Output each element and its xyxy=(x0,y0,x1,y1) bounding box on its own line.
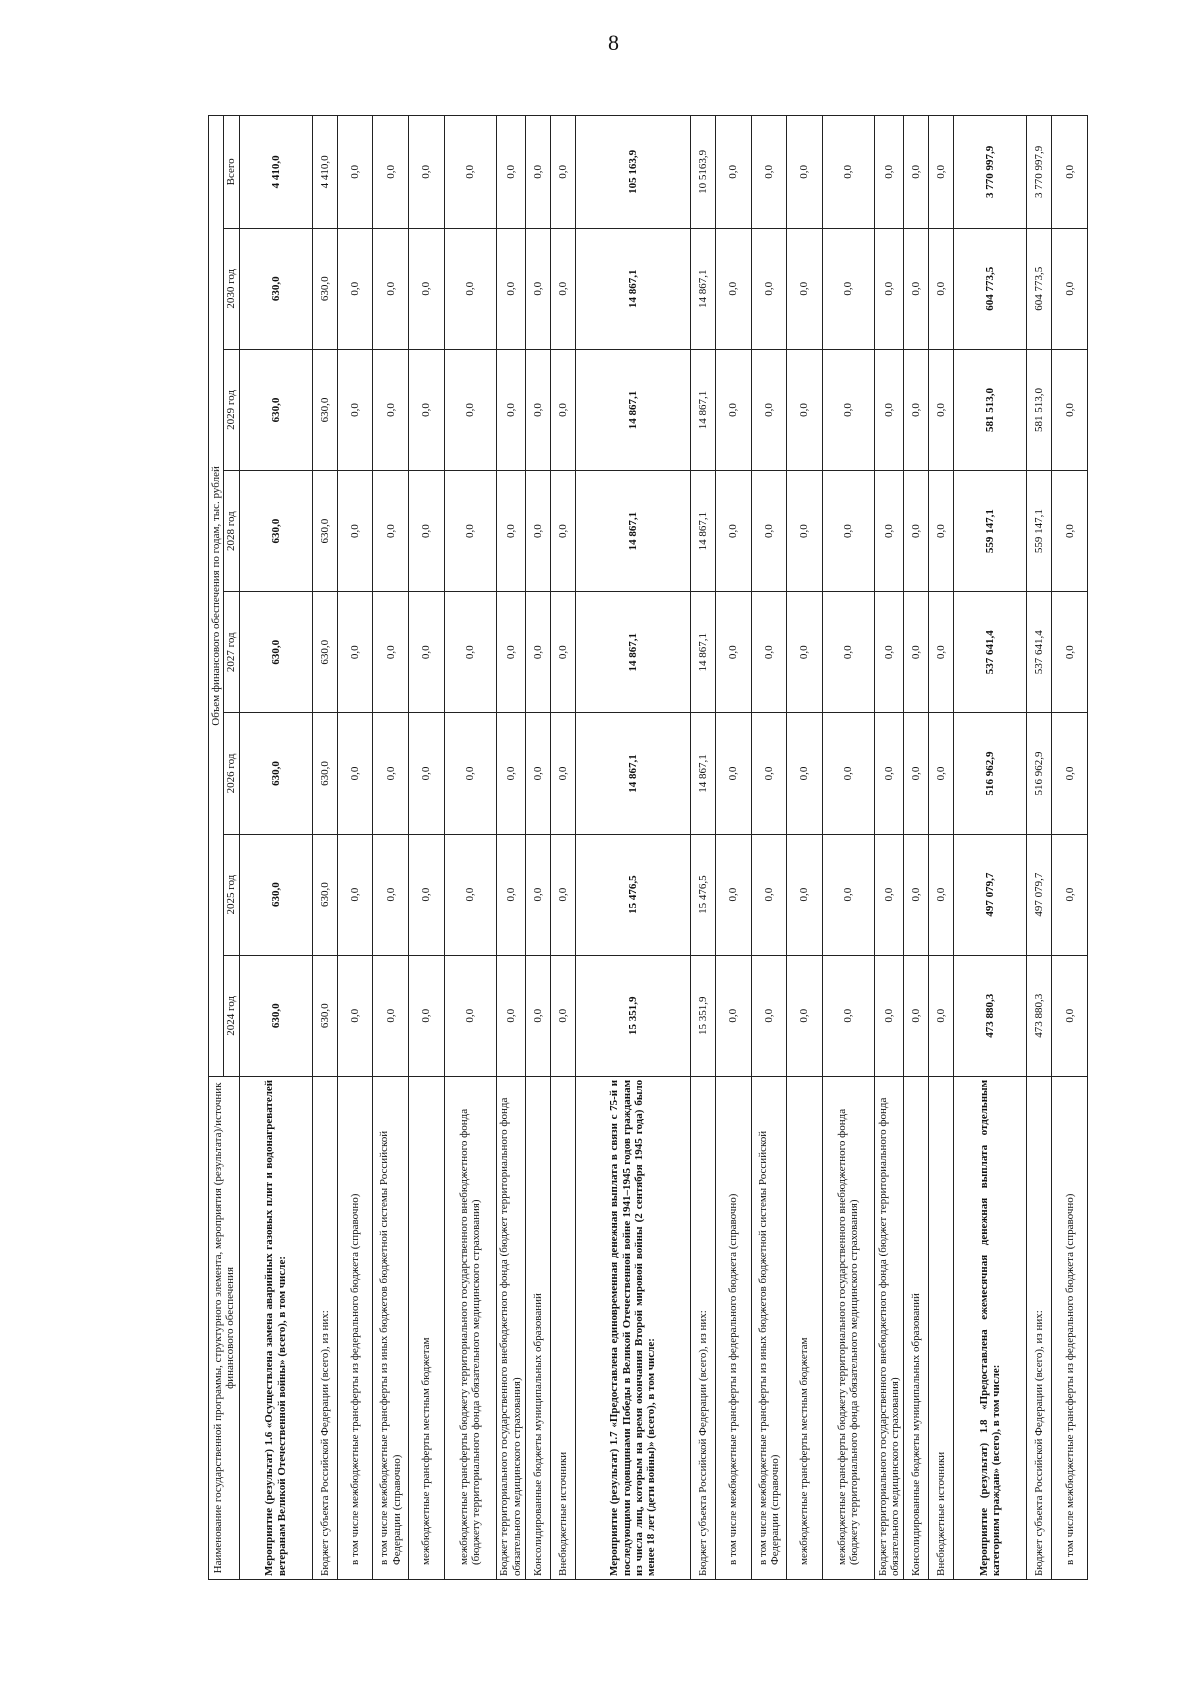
row-value: 0,0 xyxy=(751,955,787,1076)
row-value: 0,0 xyxy=(373,228,409,349)
row-value: 0,0 xyxy=(928,592,953,713)
table-row xyxy=(337,116,373,1580)
row-value: 0,0 xyxy=(903,228,928,349)
row-value: 0,0 xyxy=(903,592,928,713)
row-value: 0,0 xyxy=(337,592,373,713)
row-value: 604 773,5 xyxy=(954,228,1027,349)
row-value: 3 770 997,9 xyxy=(954,116,1027,229)
table-row xyxy=(409,116,445,1580)
row-value: 14 867,1 xyxy=(575,471,690,592)
row-value: 0,0 xyxy=(716,592,752,713)
row-value: 0,0 xyxy=(1052,955,1088,1076)
row-value: 0,0 xyxy=(550,713,575,834)
row-value: 0,0 xyxy=(716,471,752,592)
row-value: 14 867,1 xyxy=(690,592,715,713)
row-label: в том числе межбюджетные трансферты из федерального бюджета (справочно) xyxy=(716,1076,752,1579)
row-value: 0,0 xyxy=(525,349,550,470)
header-name-column: Наименование государственной программы, структурного элемента, мероприятия (результата)/источник финансового обеспечения xyxy=(209,1076,240,1579)
row-value: 0,0 xyxy=(1052,592,1088,713)
row-value: 0,0 xyxy=(550,116,575,229)
row-value: 473 880,3 xyxy=(954,955,1027,1076)
row-value: 630,0 xyxy=(312,955,337,1076)
row-value: 630,0 xyxy=(312,349,337,470)
row-value: 0,0 xyxy=(409,592,445,713)
row-value: 0,0 xyxy=(373,713,409,834)
activity-row xyxy=(575,116,690,1580)
table-row xyxy=(1052,116,1088,1580)
row-value: 537 641,4 xyxy=(1027,592,1052,713)
row-value: 0,0 xyxy=(822,116,874,229)
activity-row xyxy=(239,116,312,1580)
row-value: 0,0 xyxy=(337,713,373,834)
row-value: 0,0 xyxy=(1052,471,1088,592)
row-value: 14 867,1 xyxy=(575,592,690,713)
row-label: Бюджет территориального государственного внебюджетного фонда (бюджет территориального фонда обязательного медицинского страхования) xyxy=(874,1076,903,1579)
row-value: 0,0 xyxy=(1052,834,1088,955)
row-value: 0,0 xyxy=(822,471,874,592)
row-value: 0,0 xyxy=(903,834,928,955)
row-value: 14 867,1 xyxy=(690,349,715,470)
row-value: 0,0 xyxy=(373,116,409,229)
row-value: 0,0 xyxy=(444,834,496,955)
row-value: 0,0 xyxy=(822,955,874,1076)
row-label: Бюджет субъекта Российской Федерации (всего), из них: xyxy=(312,1076,337,1579)
row-value: 0,0 xyxy=(409,834,445,955)
row-value: 630,0 xyxy=(312,592,337,713)
row-value: 0,0 xyxy=(716,713,752,834)
row-value: 0,0 xyxy=(716,228,752,349)
row-value: 0,0 xyxy=(496,471,525,592)
row-value: 0,0 xyxy=(787,116,823,229)
row-label: Консолидированные бюджеты муниципальных образований xyxy=(903,1076,928,1579)
row-value: 630,0 xyxy=(239,471,312,592)
table-row xyxy=(874,116,903,1580)
table-row xyxy=(525,116,550,1580)
row-value: 0,0 xyxy=(550,228,575,349)
row-value: 0,0 xyxy=(409,116,445,229)
row-value: 0,0 xyxy=(928,228,953,349)
row-label: межбюджетные трансферты бюджету территориального государственного внебюджетного фонда (бюджету территориального фонда обязательного медицинского страхования) xyxy=(444,1076,496,1579)
row-value: 15 476,5 xyxy=(690,834,715,955)
row-value: 3 770 997,9 xyxy=(1027,116,1052,229)
row-value: 0,0 xyxy=(337,228,373,349)
table-row xyxy=(690,116,715,1580)
row-value: 0,0 xyxy=(496,834,525,955)
row-label: в том числе межбюджетные трансферты из иных бюджетов бюджетной системы Российской Федерации (справочно) xyxy=(373,1076,409,1579)
row-value: 0,0 xyxy=(373,592,409,713)
row-value: 0,0 xyxy=(337,834,373,955)
row-value: 0,0 xyxy=(373,349,409,470)
table-row xyxy=(928,116,953,1580)
row-value: 0,0 xyxy=(928,116,953,229)
row-value: 516 962,9 xyxy=(954,713,1027,834)
header-year: 2026 год xyxy=(224,713,239,834)
row-value: 0,0 xyxy=(525,955,550,1076)
row-label: Внебюджетные источники xyxy=(550,1076,575,1579)
row-label: Бюджет субъекта Российской Федерации (всего), из них: xyxy=(1027,1076,1052,1579)
row-value: 0,0 xyxy=(751,834,787,955)
row-value: 0,0 xyxy=(928,834,953,955)
row-value: 0,0 xyxy=(928,349,953,470)
row-value: 0,0 xyxy=(444,713,496,834)
row-label: Бюджет субъекта Российской Федерации (всего), из них: xyxy=(690,1076,715,1579)
row-value: 0,0 xyxy=(787,955,823,1076)
row-value: 0,0 xyxy=(822,834,874,955)
row-value: 0,0 xyxy=(751,713,787,834)
row-value: 0,0 xyxy=(903,955,928,1076)
row-value: 0,0 xyxy=(550,471,575,592)
row-value: 0,0 xyxy=(337,349,373,470)
row-value: 0,0 xyxy=(550,349,575,470)
row-label: Бюджет территориального государственного внебюджетного фонда (бюджет территориального фонда обязательного медицинского страхования) xyxy=(496,1076,525,1579)
row-value: 0,0 xyxy=(822,228,874,349)
row-value: 0,0 xyxy=(496,955,525,1076)
header-year: 2030 год xyxy=(224,228,239,349)
header-year: 2028 год xyxy=(224,471,239,592)
row-value: 537 641,4 xyxy=(954,592,1027,713)
row-value: 15 476,5 xyxy=(575,834,690,955)
row-value: 10 5163,9 xyxy=(690,116,715,229)
row-value: 0,0 xyxy=(444,592,496,713)
row-value: 0,0 xyxy=(751,116,787,229)
table-row xyxy=(822,116,874,1580)
row-value: 516 962,9 xyxy=(1027,713,1052,834)
row-value: 0,0 xyxy=(373,955,409,1076)
row-label: в том числе межбюджетные трансферты из иных бюджетов бюджетной системы Российской Федерации (справочно) xyxy=(751,1076,787,1579)
row-value: 473 880,3 xyxy=(1027,955,1052,1076)
row-value: 0,0 xyxy=(373,471,409,592)
row-value: 0,0 xyxy=(903,471,928,592)
row-value: 0,0 xyxy=(874,349,903,470)
row-value: 559 147,1 xyxy=(954,471,1027,592)
row-value: 630,0 xyxy=(239,713,312,834)
row-value: 0,0 xyxy=(716,834,752,955)
row-value: 0,0 xyxy=(444,349,496,470)
row-value: 0,0 xyxy=(496,228,525,349)
row-value: 0,0 xyxy=(525,471,550,592)
row-value: 0,0 xyxy=(787,592,823,713)
row-value: 604 773,5 xyxy=(1027,228,1052,349)
row-value: 0,0 xyxy=(751,471,787,592)
row-value: 0,0 xyxy=(874,713,903,834)
row-value: 630,0 xyxy=(312,471,337,592)
row-value: 0,0 xyxy=(444,228,496,349)
row-value: 14 867,1 xyxy=(575,713,690,834)
row-value: 497 079,7 xyxy=(954,834,1027,955)
row-value: 15 351,9 xyxy=(690,955,715,1076)
row-label: межбюджетные трансферты местным бюджетам xyxy=(787,1076,823,1579)
row-value: 630,0 xyxy=(239,349,312,470)
row-value: 0,0 xyxy=(1052,349,1088,470)
table-header xyxy=(209,116,240,1580)
row-value: 0,0 xyxy=(903,349,928,470)
row-value: 497 079,7 xyxy=(1027,834,1052,955)
row-value: 0,0 xyxy=(525,228,550,349)
row-value: 630,0 xyxy=(239,228,312,349)
row-value: 0,0 xyxy=(409,228,445,349)
rotated-table-container xyxy=(208,115,1088,1580)
row-value: 0,0 xyxy=(1052,116,1088,229)
row-value: 0,0 xyxy=(337,471,373,592)
row-value: 0,0 xyxy=(928,713,953,834)
table-row xyxy=(903,116,928,1580)
row-value: 630,0 xyxy=(312,713,337,834)
row-value: 630,0 xyxy=(239,834,312,955)
row-value: 0,0 xyxy=(525,116,550,229)
table-row xyxy=(444,116,496,1580)
row-value: 0,0 xyxy=(787,228,823,349)
row-value: 0,0 xyxy=(874,471,903,592)
row-label: межбюджетные трансферты местным бюджетам xyxy=(409,1076,445,1579)
row-value: 0,0 xyxy=(787,349,823,470)
row-value: 0,0 xyxy=(550,592,575,713)
row-label: Внебюджетные источники xyxy=(928,1076,953,1579)
table-row xyxy=(550,116,575,1580)
row-value: 0,0 xyxy=(496,349,525,470)
row-value: 630,0 xyxy=(239,592,312,713)
row-value: 4 410,0 xyxy=(312,116,337,229)
table-body xyxy=(239,116,1087,1580)
row-value: 0,0 xyxy=(373,834,409,955)
row-value: 0,0 xyxy=(903,713,928,834)
row-value: 0,0 xyxy=(751,228,787,349)
row-value: 4 410,0 xyxy=(239,116,312,229)
row-value: 105 163,9 xyxy=(575,116,690,229)
header-year: 2027 год xyxy=(224,592,239,713)
row-label: в том числе межбюджетные трансферты из федерального бюджета (справочно) xyxy=(337,1076,373,1579)
row-value: 0,0 xyxy=(496,713,525,834)
table-row xyxy=(312,116,337,1580)
row-value: 0,0 xyxy=(874,592,903,713)
row-value: 0,0 xyxy=(874,834,903,955)
row-value: 0,0 xyxy=(409,471,445,592)
row-value: 0,0 xyxy=(874,116,903,229)
row-value: 0,0 xyxy=(496,116,525,229)
row-value: 0,0 xyxy=(496,592,525,713)
row-label: межбюджетные трансферты бюджету территориального государственного внебюджетного фонда (бюджету территориального фонда обязательного медицинского страхования) xyxy=(822,1076,874,1579)
row-value: 14 867,1 xyxy=(575,349,690,470)
row-value: 0,0 xyxy=(716,116,752,229)
row-value: 0,0 xyxy=(822,349,874,470)
row-value: 0,0 xyxy=(822,713,874,834)
row-label: в том числе межбюджетные трансферты из федерального бюджета (справочно) xyxy=(1052,1076,1088,1579)
row-label: Мероприятие (результат) 1.7 «Предоставлена единовременная денежная выплата в связи с 75-й и последующими годовщинами Победы в Великой Отечественной войне 1941–1945 годов гражданам из числа лиц, которым на время окончания Второй мировой войны (2 сентября 1945 года) было менее 18 лет (дети войны)» (всего), в том числе: xyxy=(575,1076,690,1579)
row-value: 14 867,1 xyxy=(690,228,715,349)
row-value: 581 513,0 xyxy=(954,349,1027,470)
row-label: Консолидированные бюджеты муниципальных образований xyxy=(525,1076,550,1579)
row-value: 0,0 xyxy=(822,592,874,713)
row-value: 0,0 xyxy=(525,592,550,713)
header-year: Всего xyxy=(224,116,239,229)
row-value: 0,0 xyxy=(337,955,373,1076)
row-value: 0,0 xyxy=(444,471,496,592)
row-value: 559 147,1 xyxy=(1027,471,1052,592)
row-value: 14 867,1 xyxy=(575,228,690,349)
row-value: 0,0 xyxy=(787,471,823,592)
header-year: 2024 год xyxy=(224,955,239,1076)
row-value: 630,0 xyxy=(239,955,312,1076)
row-value: 0,0 xyxy=(444,955,496,1076)
table-row xyxy=(1027,116,1052,1580)
row-value: 0,0 xyxy=(928,471,953,592)
header-year: 2025 год xyxy=(224,834,239,955)
row-value: 15 351,9 xyxy=(575,955,690,1076)
table-row xyxy=(787,116,823,1580)
table-row xyxy=(496,116,525,1580)
row-label: Мероприятие (результат) 1.6 «Осуществлена замена аварийных газовых плит и водонагревателей ветеранам Великой Отечественной войны» (всего), в том числе: xyxy=(239,1076,312,1579)
row-value: 0,0 xyxy=(787,713,823,834)
row-value: 0,0 xyxy=(525,713,550,834)
row-value: 14 867,1 xyxy=(690,471,715,592)
row-value: 0,0 xyxy=(1052,713,1088,834)
row-value: 0,0 xyxy=(903,116,928,229)
row-value: 0,0 xyxy=(874,955,903,1076)
row-value: 581 513,0 xyxy=(1027,349,1052,470)
row-value: 0,0 xyxy=(409,955,445,1076)
row-value: 0,0 xyxy=(444,116,496,229)
financing-table xyxy=(208,115,1088,1580)
table-row xyxy=(751,116,787,1580)
row-label: Мероприятие (результат) 1.8 «Предоставлена ежемесячная денежная выплата отдельным категориям граждан» (всего), в том числе: xyxy=(954,1076,1027,1579)
row-value: 0,0 xyxy=(337,116,373,229)
row-value: 0,0 xyxy=(928,955,953,1076)
row-value: 14 867,1 xyxy=(690,713,715,834)
activity-row xyxy=(954,116,1027,1580)
row-value: 0,0 xyxy=(525,834,550,955)
row-value: 0,0 xyxy=(409,349,445,470)
table-row xyxy=(373,116,409,1580)
page-number: 8 xyxy=(608,30,619,55)
header-year: 2029 год xyxy=(224,349,239,470)
row-value: 0,0 xyxy=(787,834,823,955)
row-value: 630,0 xyxy=(312,228,337,349)
row-value: 0,0 xyxy=(874,228,903,349)
header-volume: Объем финансового обеспечения по годам, тыс. рублей xyxy=(209,116,224,1077)
row-value: 630,0 xyxy=(312,834,337,955)
row-value: 0,0 xyxy=(716,955,752,1076)
row-value: 0,0 xyxy=(1052,228,1088,349)
row-value: 0,0 xyxy=(550,955,575,1076)
row-value: 0,0 xyxy=(550,834,575,955)
row-value: 0,0 xyxy=(751,592,787,713)
table-row xyxy=(716,116,752,1580)
row-value: 0,0 xyxy=(716,349,752,470)
row-value: 0,0 xyxy=(409,713,445,834)
row-value: 0,0 xyxy=(751,349,787,470)
